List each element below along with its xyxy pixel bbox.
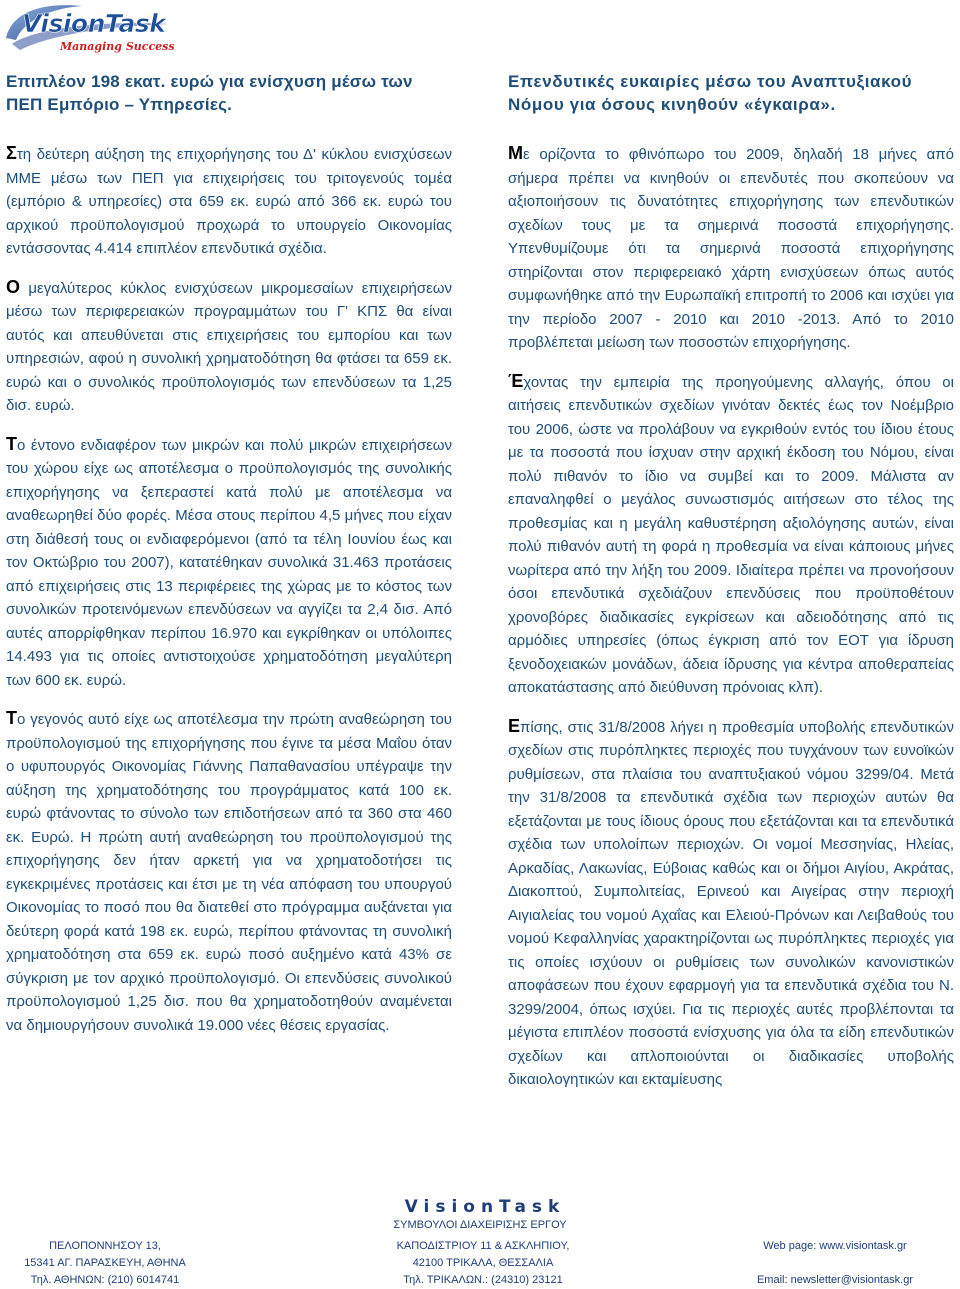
right-paragraph-3 bbox=[508, 715, 954, 1092]
company-logo bbox=[2, 0, 177, 60]
footer-athens-address bbox=[0, 1238, 210, 1289]
paragraph-text: χοντας την εμπειρία της προηγούμενης αλλαγής, όπου οι αιτήσεις επενδυτικών σχεδίων γινόταν δεκτές έως τον Νοέμβριο του 2006, ώστε να προλάβουν να εγκριθούν εντός του ίδιου έτους με τα ποσοστά που ίσχυαν στην αρχική έκδοση του Νόμου, είναι πολύ πιθανόν το ίδιο να συμβεί και το 2009. Μάλιστα αν επαναληφθεί ο μεγάλος συνωστισμός αιτήσεων στο τέλος της προθεσμίας και η μεγάλη καθυστέρηση αξιολόγησης αυτών, είναι πολύ πιθανόν αυτή τη φορά η προθεσμία να είναι κάποιους μήνες νωρίτερα από την λήξη του 2009. Ιδιαίτερα πρέπει να προνοήσουν όσοι επενδυτικά σχεδιάζουν επενδύσεις που προϋποθέτουν χρονοβόρες διαδικασίες εγκρίσεων και αδειοδότησης από τις αρμόδιες υπηρεσίες (όπως έγκριση από τον ΕΟΤ για ίδρυση ξενοδοχειακών μονάδων, άδεια ίδρυσης για κέντρα αποθεραπείας αποκατάστασης από διεύθυνση πρόνοιας κλπ). bbox=[508, 373, 954, 696]
drop-letter: Τ bbox=[6, 433, 17, 454]
drop-letter: Τ bbox=[6, 708, 17, 728]
drop-letter: Ο bbox=[6, 276, 21, 297]
left-paragraph-1 bbox=[6, 142, 452, 261]
right-paragraph-1 bbox=[508, 142, 954, 355]
paragraph-text: ο έντονο ενδιαφέρον των μικρών και πολύ μικρών επιχειρήσεων του χώρου είχε ως αποτέλεσμα ο προϋπολογισμός της συνολικής επιχορήγησης να ξεπεραστεί κατά πολύ με αποτέλεσμα να αναθεωρηθεί δύο φορές. Μέσα στους περίπου 4,5 μήνες που είχαν στη διάθεσή τους οι ενδιαφερόμενοι (από τα τέλη Ιουνίου έως και τον Οκτώβριο του 2007), κατατέθηκαν συνολικά 31.463 προτάσεις από επιχειρήσεις στις 13 περιφέρειες της χώρας με το κόστος των συνολικών προτεινόμενων επενδύσεων να αγγίζει τα 2,4 δισ. Από αυτές απορρίφθηκαν περίπου 16.970 και εγκρίθηκαν οι υπόλοιπες 14.493 για τις οποίες αντιστοιχούσε χρηματοδότηση μεγαλύτερη των 600 εκ. ευρώ. bbox=[6, 436, 452, 689]
footer-phone: Τηλ. ΤΡΙΚΑΛΩΝ.: (24310) 23121 bbox=[403, 1274, 563, 1286]
drop-letter: Έ bbox=[508, 370, 524, 391]
paragraph-text: τη δεύτερη αύξηση της επιχορήγησης του Δ' κύκλου ενισχύσεων ΜΜΕ μέσω των ΠΕΠ για επιχειρήσεις του τριτογενούς τομέα (εμπόριο & υπηρεσίες) στα 659 εκ. ευρώ από 366 εκ. ευρώ του αρχικού προϋπολογισμού προχωρά το υπουργείο Οικονομίας εντάσσοντας 4.414 επιπλέον επενδυτικά σχέδια. bbox=[6, 146, 452, 257]
left-paragraph-4 bbox=[6, 707, 452, 1037]
footer-brand-tagline: ΣΥΜΒΟΥΛΟΙ ΔΙΑΧΕΙΡΙΣΗΣ ΕΡΓΟΥ bbox=[393, 1219, 567, 1231]
footer-address-line: 42100 ΤΡΙΚΑΛΑ, ΘΕΣΣΑΛΙΑ bbox=[412, 1257, 554, 1269]
drop-letter: Ε bbox=[508, 715, 521, 736]
paragraph-text: ε ορίζοντα το φθινόπωρο του 2009, δηλαδή 18 μήνες από σήμερα πρέπει να κινηθούν οι επενδυτές που σκοπεύουν να αξιοποιήσουν τις δυνατότητες επιχορήγησης των επενδυτικών σχεδίων τους με τα σημερινά ποσοστά επιχορήγησης. Υπενθυμίζουμε ότι τα σημερινά ποσοστά επιχορήγησης στηρίζονται στον περιφερειακό χάρτη ενισχύσεων όπως αυτός συμφωνήθηκε από την Ευρωπαϊκή επιτροπή το 2006 και ισχύει για την περίοδο 2007 - 2010 και 2010 -2013. Από το 2010 προβλέπεται μείωση των ποσοστών επιχορήγησης. bbox=[508, 146, 954, 351]
drop-letter: Μ bbox=[508, 143, 523, 163]
footer-address-line: ΠΕΛΟΠΟΝΝΗΣΟΥ 13, bbox=[49, 1240, 161, 1252]
visiontask-logo-graphic bbox=[2, 0, 177, 60]
paragraph-text: μεγαλύτερος κύκλος ενισχύσεων μικρομεσαίων επιχειρήσεων μέσω των περιφερειακών προγραμμάτων του Γ' ΚΠΣ θα είναι αυτός και απευθύνεται στις επιχειρήσεις του εμπορίου και των υπηρεσιών, αφού η συνολική χρηματοδότηση θα φτάσει τα 659 εκ. ευρώ και ο συνολικός προϋπολογισμός των επενδύσεων τα 1,25 δισ. ευρώ. bbox=[6, 279, 452, 414]
paragraph-text: ο γεγονός αυτό είχε ως αποτέλεσμα την πρώτη αναθεώρηση του προϋπολογισμού της επιχορήγησης που έγινε τα μέσα Μαΐου όταν ο υφυπουργός Οικονομίας Γιάννης Παπαθανασίου υπέγραψε την αύξηση της χρηματοδότησης του προγράμματος κατά 100 εκ. ευρώ φτάνοντας το σύνολο των επιδοτήσεων από τα 360 στα 460 εκ. Ευρώ. Η πρώτη αυτή αναθεώρηση του προϋπολογισμού της επιχορήγησης δεν ήταν αρκετή για να χρηματοδοτήσει τις εγκεκριμένες προτάσεις και έτσι με τη νέα απόφαση του υπουργού Οικονομίας το ποσό που θα διατεθεί στο πρόγραμμα αυξάνεται για δεύτερη φορά κατά 198 εκ. ευρώ, περίπου φτάνοντας τη συνολική χρηματοδότηση στα 659 εκ. ευρώ ποσό αυξημένο κατά 43% σε σύγκριση με τον αρχικό προϋπολογισμό. Οι επενδύσεις συνολικού προϋπολογισμού 1,25 δισ. που θα χρηματοδοτηθούν αναμένεται να δημιουργήσουν συνολικά 19.000 νέες θέσεις εργασίας. bbox=[6, 711, 452, 1034]
left-article-heading: Επιπλέον 198 εκατ. ευρώ για ενίσχυση μέσω των ΠΕΠ Εμπόριο – Υπηρεσίες. bbox=[6, 72, 413, 114]
svg-text:VisionTask: VisionTask bbox=[22, 9, 166, 38]
right-article bbox=[508, 70, 954, 1107]
footer-phone: Τηλ. ΑΘΗΝΩΝ: (210) 6014741 bbox=[30, 1274, 180, 1286]
footer-contact bbox=[735, 1238, 935, 1289]
right-paragraph-2 bbox=[508, 370, 954, 700]
left-paragraph-2 bbox=[6, 276, 452, 418]
footer-address-line: 15341 ΑΓ. ΠΑΡΑΣΚΕΥΗ, ΑΘΗΝΑ bbox=[24, 1257, 186, 1269]
footer-email-link[interactable]: Email: newsletter@visiontask.gr bbox=[756, 1274, 914, 1286]
svg-text:Managing Success: Managing Success bbox=[60, 40, 175, 53]
right-article-heading: Επενδυτικές ευκαιρίες μέσω του Αναπτυξιακού Νόμου για όσους κινηθούν «έγκαιρα». bbox=[508, 72, 913, 114]
left-paragraph-3 bbox=[6, 433, 452, 693]
footer-brand-name: VisionTask bbox=[404, 1197, 566, 1217]
footer-address-line: ΚΑΠΟΔΙΣΤΡΙΟΥ 11 & ΑΣΚΛΗΠΙΟΥ, bbox=[396, 1240, 570, 1252]
footer-trikala-address bbox=[383, 1238, 583, 1289]
footer-web-link[interactable]: Web page: www.visiontask.gr bbox=[763, 1240, 907, 1252]
paragraph-text: πίσης, στις 31/8/2008 λήγει η προθεσμία υποβολής επενδυτικών σχεδίων στις πυρόπληκτες περιοχές που τυγχάνουν των ευνοϊκών ρυθμίσεων, στα πλαίσια του αναπτυξιακού νόμου 3299/04. Μετά την 31/8/2008 τα επενδυτικά σχέδια των περιοχών αυτών θα εξετάζονται με τους ίδιους όρους που εξετάζονται και τα επενδυτικά σχέδια των υπολοίπων περιοχών. Οι νομοί Μεσσηνίας, Ηλείας, Αρκαδίας, Λακωνίας, Εύβοιας καθώς και οι δήμοι Αιγίου, Ακράτας, Διακοπτού, Συμπολιτείας, Ερινεού και Αιγείρας στην περιοχή Αιγιαλείας του νομού Αχαΐας και Ελειού-Πρόνων και Λειβαθούς του νομού Κεφαλληνίας χαρακτηρίζονται ως πυρόπληκτες περιοχές για τις οποίες ισχύουν οι ρυθμίσεις των συνολικών κανονιστικών αποφάσεων που έχουν εφαρμογή για τα επενδυτικά σχέδια του Ν. 3299/2004, όπως ισχύει. Για τις περιοχές αυτές προβλέπονται τα μέγιστα επιπλέον ποσοστά ενίσχυσης για όλα τα είδη επενδυτικών σχεδίων και απλοποιούνται οι διαδικασίες υποβολής δικαιολογητικών και εκταμίευσης bbox=[508, 718, 954, 1088]
drop-letter: Σ bbox=[6, 143, 17, 163]
left-article bbox=[6, 70, 452, 1052]
footer-brand bbox=[0, 1197, 960, 1232]
